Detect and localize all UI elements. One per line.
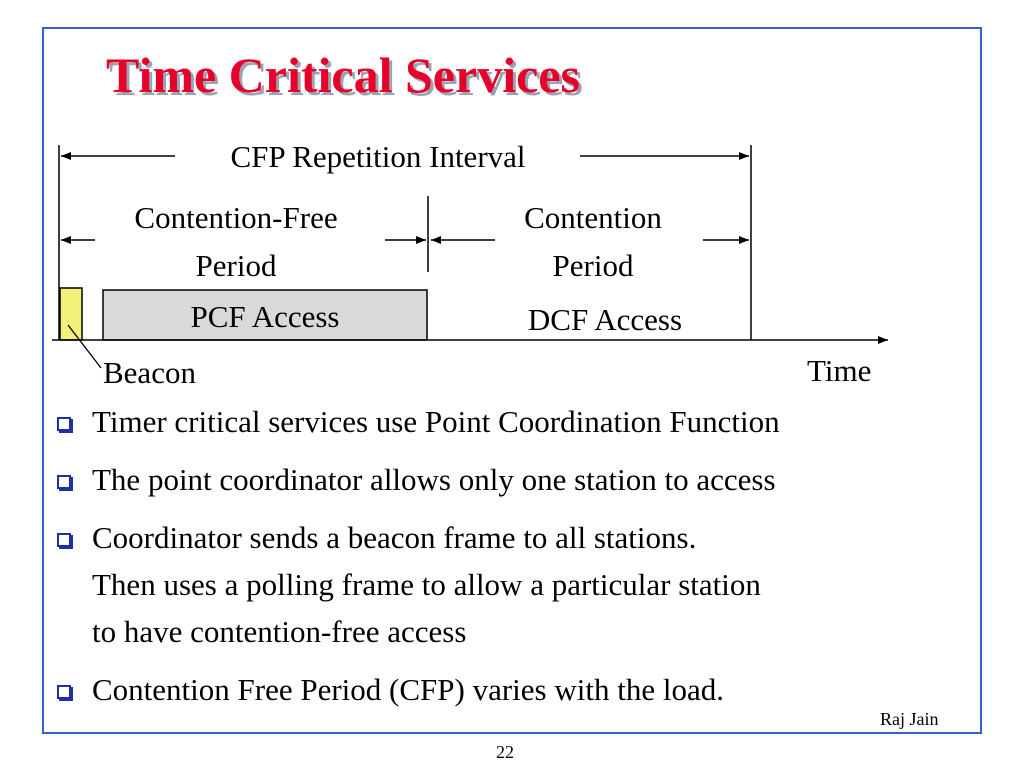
bullet-item [52,666,982,713]
bullet-list [52,398,982,724]
bullet-text-line: Coordinator sends a beacon frame to all stations. [92,520,697,555]
beacon-pointer [68,325,101,368]
bullet-text: Contention Free Period (CFP) varies with the load. [92,672,724,707]
contention-label-line2: Period [552,248,634,283]
square-bullet-icon [57,475,71,489]
time-label: Time [807,353,872,388]
dcf-access-label: DCF Access [527,302,683,337]
bullet-item [52,514,982,655]
bullet-text-line: to have contention-free access [92,614,467,649]
slide-title: Time Critical Services [106,47,580,103]
square-bullet-icon [57,417,71,431]
bullet-item [52,456,982,503]
repetition-interval-label: CFP Repetition Interval [230,139,526,174]
contention-free-label-line1: Contention-Free [134,200,338,235]
contention-free-label-line2: Period [195,248,277,283]
bullet-item [52,398,982,445]
bullet-text: Timer critical services use Point Coordination Function [92,404,780,439]
contention-label-line1: Contention [524,200,662,235]
pcf-access-label: PCF Access [190,299,340,334]
square-bullet-icon [57,533,71,547]
bullet-text-line: Then uses a polling frame to allow a particular station [92,567,761,602]
author-footer: Raj Jain [880,709,939,729]
bullet-text: The point coordinator allows only one station to access [92,462,776,497]
page-number: 22 [496,742,514,762]
beacon-label: Beacon [103,355,196,390]
beacon-box [60,288,82,340]
square-bullet-icon [57,685,71,699]
